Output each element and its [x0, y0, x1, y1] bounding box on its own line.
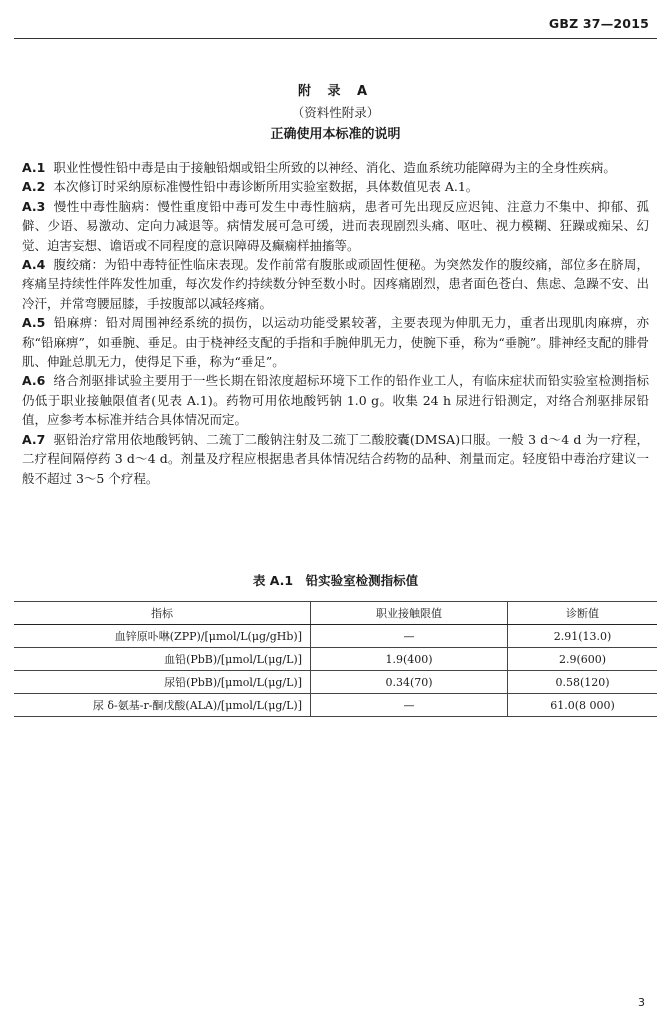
table-row: [14, 694, 657, 717]
header-indicator: 指标: [14, 602, 311, 625]
clause-text: 职业性慢性铅中毒是由于接触铅烟或铅尘所致的以神经、消化、造血系统功能障碍为主的全身性疾病。: [53, 160, 616, 175]
header-diagnostic-value: 诊断值: [508, 602, 658, 625]
clause-number: A.6: [22, 373, 46, 389]
cell-diagnostic-value: 61.0(8 000): [508, 694, 658, 717]
cell-indicator: 血铅(PbB)/[μmol/L(μg/L)]: [14, 648, 311, 671]
table-header-row: [14, 602, 657, 625]
cell-exposure-limit: 1.9(400): [311, 648, 508, 671]
cell-indicator: 尿铅(PbB)/[μmol/L(μg/L)]: [14, 671, 311, 694]
clause-number: A.5: [22, 315, 46, 331]
clause-number: A.1: [22, 160, 46, 175]
paragraph-a4: [22, 255, 649, 313]
cell-diagnostic-value: 0.58(120): [508, 671, 658, 694]
clause-text: 驱铅治疗常用依地酸钙钠、二巯丁二酸钠注射及二巯丁二酸胶囊(DMSA)口服。一般 3 d～4 d 为一疗程，二疗程间隔停药 3 d～4 d。剂量及疗程应根据患者具体情况结合药物的品种、剂量而定。轻度铅中毒治疗建议一般不超过 3～5 个疗程。: [22, 431, 649, 486]
clause-text: 腹绞痛：为铅中毒特征性临床表现。发作前常有腹胀或顽固性便秘。为突然发作的腹绞痛，部位多在脐周，疼痛呈持续性伴阵发性加重，每次发作约持续数分钟至数小时。因疼痛剧烈，患者面色苍白、焦虑、急躁不安、出冷汗，并常弯腰屈膝，手按腹部以减轻疼痛。: [22, 257, 649, 311]
clause-text: 本次修订时采纳原标准慢性铅中毒诊断所用实验室数据，具体数值见表 A.1。: [53, 179, 479, 195]
paragraph-a6: [22, 371, 649, 429]
appendix-label: 附 录 A: [297, 84, 374, 99]
appendix-title: 正确使用本标准的说明: [270, 127, 401, 142]
cell-indicator: 血锌原卟啉(ZPP)/[μmol/L(μg/gHb)]: [14, 625, 311, 648]
appendix-titles: [0, 80, 671, 146]
cell-indicator: 尿 δ-氨基-r-酮戊酸(ALA)/[μmol/L(μg/L)]: [14, 694, 311, 717]
clause-number: A.3: [22, 198, 46, 214]
clause-text: 慢性中毒性脑病：慢性重度铅中毒可发生中毒性脑病，患者可先出现反应迟钝、注意力不集中、抑郁、孤僻、少语、易激动、定向力减退等。病情发展可急可缓，进而表现剧烈头痛、呕吐、视力模糊、狂躁或痴呆、幻觉、迫害妄想、谵语或不同程度的意识障碍及癫痫样抽搐等。: [22, 198, 649, 253]
header-rule: [14, 38, 657, 39]
clause-number: A.7: [22, 431, 46, 447]
table-row: [14, 625, 657, 648]
table-row: [14, 671, 657, 694]
paragraph-a1: [22, 158, 649, 177]
cell-exposure-limit: —: [311, 694, 508, 717]
page-number: 3: [638, 996, 645, 1009]
cell-exposure-limit: —: [311, 625, 508, 648]
table-caption: 表 A.1 铅实验室检测指标值: [252, 573, 419, 588]
cell-diagnostic-value: 2.9(600): [508, 648, 658, 671]
clause-text: 络合剂驱排试验主要用于一些长期在铅浓度超标环境下工作的铅作业工人，有临床症状而铅实验室检测指标仍低于职业接触限值者(见表 A.1)。药物可用依地酸钙钠 1.0 g。收集 24 h 尿进行铅测定，对络合剂驱排尿铅值，应参考本标准并结合具体情况而定。: [22, 373, 649, 428]
appendix-body: [22, 158, 649, 488]
appendix-nature: （资料性附录）: [291, 105, 380, 120]
clause-number: A.4: [22, 257, 46, 273]
lead-lab-table: [14, 601, 657, 717]
paragraph-a7: [22, 430, 649, 488]
standard-code: GBZ 37—2015: [548, 16, 649, 31]
cell-exposure-limit: 0.34(70): [311, 671, 508, 694]
clause-number: A.2: [22, 179, 46, 195]
header-exposure-limit: 职业接触限值: [311, 602, 508, 625]
table-row: [14, 648, 657, 671]
paragraph-a3: [22, 197, 649, 255]
paragraph-a2: [22, 177, 649, 196]
paragraph-a5: [22, 313, 649, 371]
clause-text: 铅麻痹：铅对周围神经系统的损伤，以运动功能受累较著，主要表现为伸肌无力，重者出现肌肉麻痹，亦称“铅麻痹”，如垂腕、垂足。由于桡神经支配的手指和手腕伸肌无力，使腕下垂，称为“垂腕”。腓神经支配的腓骨肌、伸趾总肌无力，使得足下垂，称为“垂足”。: [22, 315, 649, 370]
cell-diagnostic-value: 2.91(13.0): [508, 625, 658, 648]
